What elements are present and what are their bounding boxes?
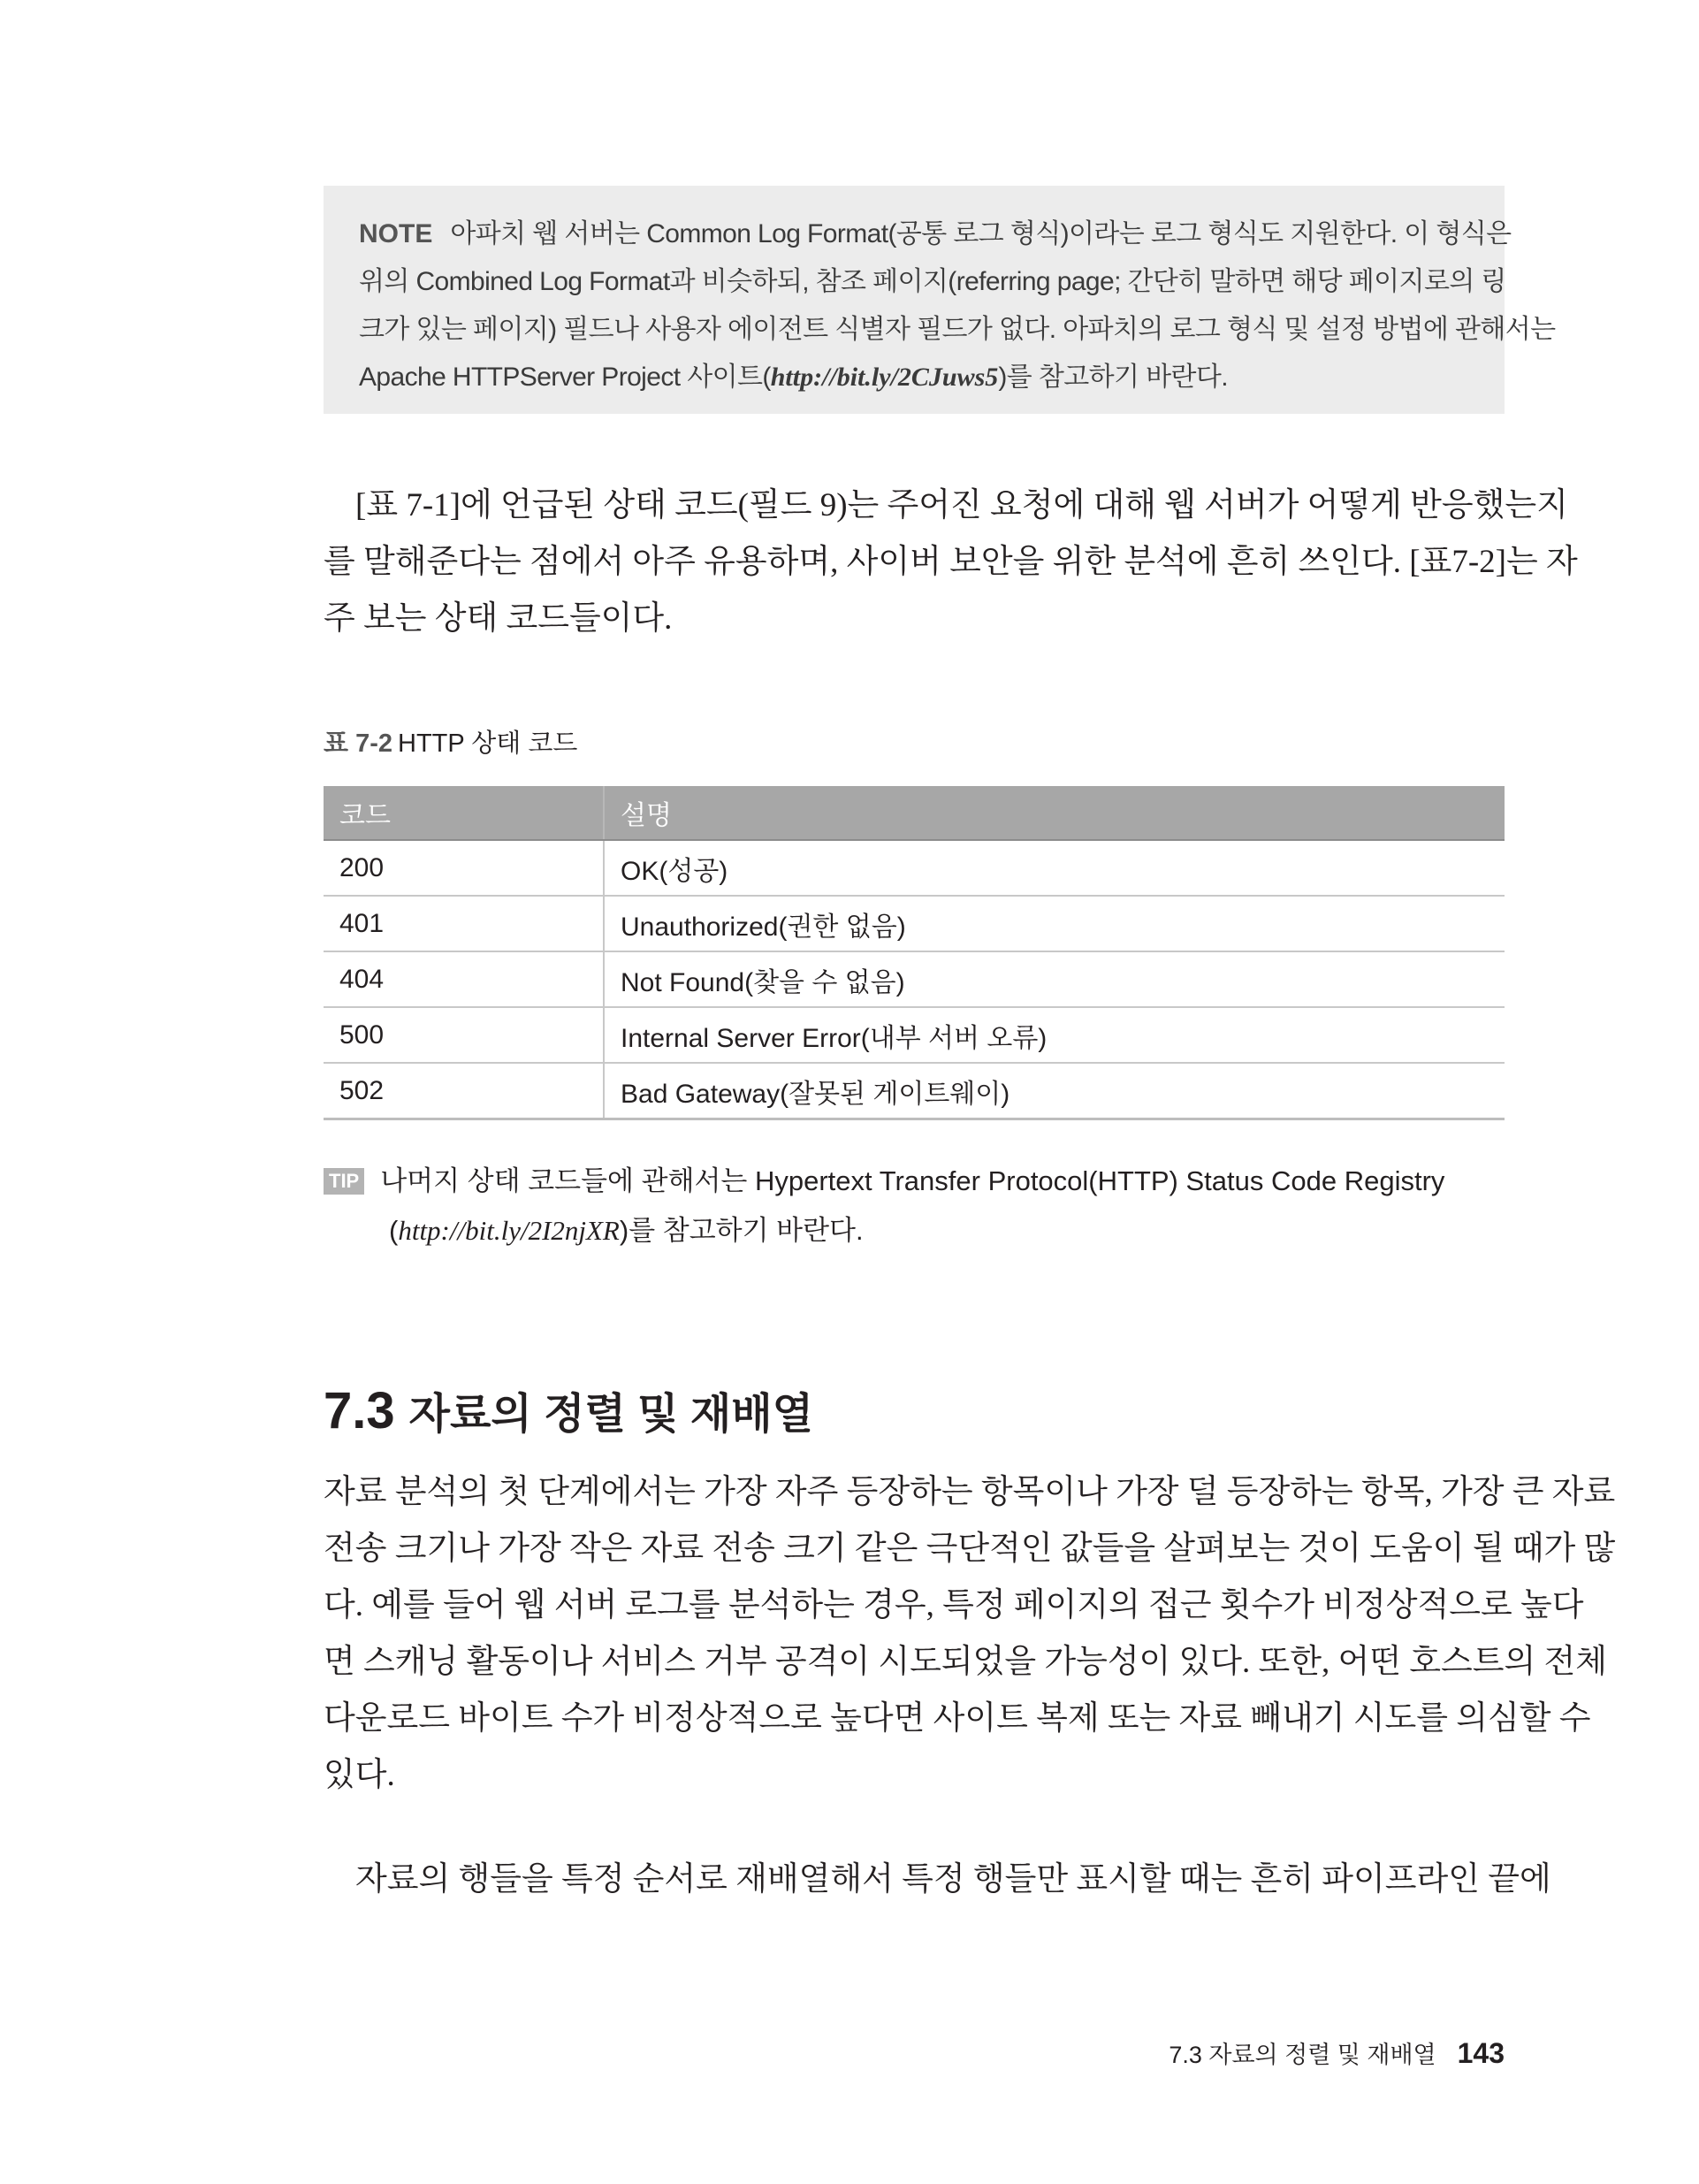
section-number: 7.3 bbox=[324, 1382, 395, 1439]
tip-box bbox=[324, 1157, 1505, 1256]
status-code-cell: 502 bbox=[324, 1063, 604, 1119]
table-caption bbox=[324, 723, 577, 760]
status-description-cell: Internal Server Error(내부 서버 오류) bbox=[604, 1007, 1505, 1063]
note-text: 크가 있는 페이지) 필드나 사용자 에이전트 식별자 필드가 없다. 아파치의 로그 형식 및 설정 방법에 관해서는 bbox=[359, 315, 1556, 344]
paragraph-line: 면 스캐닝 활동이나 서비스 거부 공격이 시도되었을 가능성이 있다. 또한, 어떤 호스트의 전체 bbox=[324, 1644, 1607, 1680]
paragraph-line: 주 보는 상태 코드들이다. bbox=[324, 600, 673, 637]
paragraph-line: 있다. bbox=[324, 1757, 395, 1793]
body-paragraph bbox=[324, 1852, 1551, 1908]
tip-link[interactable]: http://bit.ly/2I2njXR bbox=[398, 1215, 620, 1246]
status-code-cell: 401 bbox=[324, 896, 604, 951]
tip-text: ( bbox=[389, 1215, 399, 1246]
tip-line bbox=[324, 1157, 1505, 1206]
table-row bbox=[324, 896, 1505, 951]
status-code-cell: 404 bbox=[324, 951, 604, 1007]
tip-text: )를 참고하기 바란다. bbox=[619, 1215, 864, 1246]
status-description-cell: Bad Gateway(잘못된 게이트웨이) bbox=[604, 1063, 1505, 1119]
note-label: NOTE bbox=[359, 219, 433, 248]
page-footer bbox=[1169, 2035, 1505, 2070]
column-header-code: 코드 bbox=[324, 786, 604, 840]
paragraph-line: 자료의 행들을 특정 순서로 재배열해서 특정 행들만 표시할 때는 흔히 파이프라인 끝에 bbox=[355, 1861, 1551, 1898]
note-text: 아파치 웹 서버는 Common Log Format(공통 로그 형식)이라는 로그 형식도 지원한다. 이 형식은 bbox=[450, 219, 1512, 248]
paragraph-line: 를 말해준다는 점에서 아주 유용하며, 사이버 보안을 위한 분석에 흔히 쓰인다. [표7-2]는 자 bbox=[324, 544, 1578, 580]
paragraph-line: 자료 분석의 첫 단계에서는 가장 자주 등장하는 항목이나 가장 덜 등장하는 항목, 가장 큰 자료 bbox=[324, 1474, 1616, 1510]
table-header-row bbox=[324, 786, 1505, 840]
status-code-table bbox=[324, 786, 1505, 1120]
note-box bbox=[324, 186, 1556, 414]
tip-badge: TIP bbox=[324, 1168, 364, 1195]
body-paragraph bbox=[324, 1464, 1616, 1804]
note-line bbox=[359, 210, 1512, 258]
table-row bbox=[324, 840, 1505, 896]
status-description-cell: Unauthorized(권한 없음) bbox=[604, 896, 1505, 951]
table-row bbox=[324, 1007, 1505, 1063]
status-description-cell: Not Found(찾을 수 없음) bbox=[604, 951, 1505, 1007]
table-row bbox=[324, 1063, 1505, 1119]
note-text: )를 참고하기 바란다. bbox=[998, 363, 1228, 392]
note-link[interactable]: http://bit.ly/2CJuws5 bbox=[770, 363, 999, 392]
page-number: 143 bbox=[1457, 2037, 1505, 2069]
note-line bbox=[359, 354, 1469, 401]
note-text: Apache HTTPServer Project 사이트( bbox=[359, 363, 771, 392]
table-caption-number: 표 7-2 bbox=[324, 729, 392, 758]
column-header-description: 설명 bbox=[604, 786, 1505, 840]
paragraph-line: 전송 크기나 가장 작은 자료 전송 크기 같은 극단적인 값들을 살펴보는 것이 도움이 될 때가 많 bbox=[324, 1531, 1616, 1567]
tip-line bbox=[324, 1206, 1505, 1256]
paragraph-line: [표 7-1]에 언급된 상태 코드(필드 9)는 주어진 요청에 대해 웹 서버가 어떻게 반응했는지 bbox=[355, 487, 1568, 523]
status-description-cell: OK(성공) bbox=[604, 840, 1505, 896]
paragraph-line: 다. 예를 들어 웹 서버 로그를 분석하는 경우, 특정 페이지의 접근 횟수가 비정상적으로 높다 bbox=[324, 1587, 1584, 1623]
note-text: 위의 Combined Log Format과 비슷하되, 참조 페이지(referring page; 간단히 말하면 해당 페이지로의 링 bbox=[359, 267, 1506, 296]
status-code-cell: 200 bbox=[324, 840, 604, 896]
section-title: 자료의 정렬 및 재배열 bbox=[408, 1391, 813, 1438]
section-heading bbox=[324, 1379, 813, 1440]
intro-paragraph bbox=[324, 477, 1578, 647]
paragraph-line: 다운로드 바이트 수가 비정상적으로 높다면 사이트 복제 또는 자료 빼내기 시도를 의심할 수 bbox=[324, 1700, 1591, 1737]
running-title: 7.3 자료의 정렬 및 재배열 bbox=[1169, 2042, 1436, 2068]
table-caption-title: HTTP 상태 코드 bbox=[398, 729, 578, 758]
status-code-cell: 500 bbox=[324, 1007, 604, 1063]
tip-text: 나머지 상태 코드들에 관해서는 Hypertext Transfer Protocol(HTTP) Status Code Registry bbox=[380, 1165, 1445, 1196]
table-row bbox=[324, 951, 1505, 1007]
